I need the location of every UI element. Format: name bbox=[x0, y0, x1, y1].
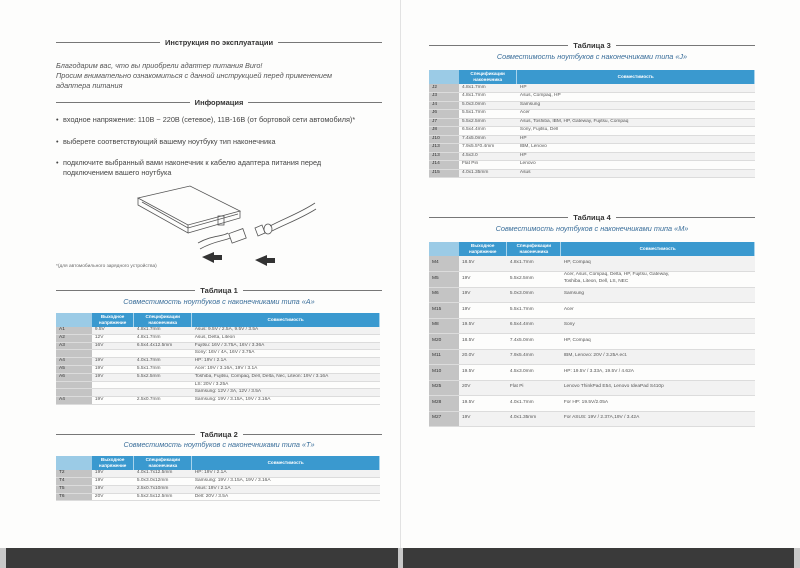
table-row bbox=[56, 478, 380, 486]
title-rule bbox=[429, 217, 568, 218]
tip-code-cell bbox=[56, 350, 92, 358]
table-cell bbox=[134, 350, 192, 358]
insert-arrow-icon bbox=[255, 255, 275, 266]
table-1 bbox=[56, 313, 380, 405]
table-cell: 19V bbox=[92, 358, 134, 366]
table2-body bbox=[56, 470, 380, 501]
title-rule bbox=[248, 102, 382, 103]
footnote: *(для автомобильного зарядного устройства) bbox=[56, 264, 157, 269]
table4-title: Таблица 4 bbox=[429, 213, 755, 222]
table2-title: Таблица 2 bbox=[56, 430, 382, 439]
table-cell: Dell: 20V / 3.5A bbox=[192, 493, 380, 501]
column-header: Спецификации наконечника bbox=[459, 70, 517, 84]
table-row bbox=[429, 287, 755, 303]
tip-code-cell: M20 bbox=[429, 334, 459, 350]
table-cell: 4.5x3.0mm bbox=[507, 365, 561, 381]
table-cell: 5.0x3.0mm bbox=[459, 101, 517, 110]
table-cell: Sony: 16V / 4A, 16V / 3.75A bbox=[192, 350, 380, 358]
table-cell: 2.5x0.7x10mm bbox=[134, 485, 192, 493]
bullet-item: • подключите выбранный вами наконечник к кабелю адаптера питания перед подключением вашего ноутбука bbox=[56, 158, 386, 178]
table-2 bbox=[56, 456, 380, 501]
table-cell: 5.5x2.5x12.5mm bbox=[134, 493, 192, 501]
column-header: Выходное напряжение bbox=[92, 456, 134, 470]
table-cell: Flat Pi bbox=[507, 380, 561, 396]
table-cell: 4.0x1.7x12.5mm bbox=[134, 470, 192, 478]
title-rule bbox=[429, 45, 568, 46]
tip-code-cell: J2 bbox=[429, 84, 459, 93]
table-cell: 19V bbox=[92, 373, 134, 381]
tip-code-cell: M11 bbox=[429, 349, 459, 365]
table-row bbox=[56, 365, 380, 373]
table-row bbox=[56, 485, 380, 493]
column-header: Спецификации наконечника bbox=[134, 313, 192, 327]
table-cell: 7.4x5.0mm bbox=[507, 334, 561, 350]
table-cell: Asus: 9.5V / 2.5A, 9.5V / 3.5A bbox=[192, 327, 380, 334]
tip-code-cell: M6 bbox=[429, 287, 459, 303]
table-row bbox=[429, 118, 755, 127]
table-cell: 7.9x5.4mm bbox=[507, 349, 561, 365]
title-rule bbox=[278, 42, 382, 43]
column-header: Совместимость bbox=[192, 456, 380, 470]
table-row bbox=[56, 389, 380, 397]
table-header-row bbox=[56, 456, 380, 470]
intro-text bbox=[56, 61, 382, 91]
table-cell: Asus, Compaq, HP bbox=[517, 93, 755, 102]
table-cell: Lenovo ThinkPad E54, Lenovo IdeaPad S410p bbox=[561, 380, 755, 396]
column-header: Совместимость bbox=[561, 242, 755, 256]
table-row bbox=[429, 110, 755, 119]
table-row bbox=[429, 396, 755, 412]
table-cell: 19V bbox=[459, 287, 507, 303]
table4-body bbox=[429, 256, 755, 427]
table-cell: 19.5V bbox=[459, 396, 507, 412]
table-cell: 19V bbox=[459, 303, 507, 319]
table-cell: HP, Compaq bbox=[561, 334, 755, 350]
table-header-row bbox=[56, 313, 380, 327]
table-cell: 4.8x1.7mm bbox=[134, 334, 192, 342]
table-row bbox=[429, 93, 755, 102]
tip-code-cell: J13 bbox=[429, 144, 459, 153]
table-cell: 16V bbox=[92, 342, 134, 350]
table-cell: 19.5V bbox=[459, 365, 507, 381]
table-3 bbox=[429, 70, 755, 178]
tip-code-cell: M15 bbox=[429, 303, 459, 319]
table-row bbox=[429, 349, 755, 365]
table-cell: 4.8x1.7mm bbox=[459, 84, 517, 93]
table-cell: 5.0x3.0mm bbox=[507, 287, 561, 303]
tip-code-cell: J13 bbox=[429, 152, 459, 161]
tip-code-cell: J14 bbox=[429, 161, 459, 170]
instruction-section-title: Инструкция по эксплуатации bbox=[56, 38, 382, 47]
intro-line: адаптера питания bbox=[56, 81, 123, 90]
table-cell: 6.5x4.4mm bbox=[459, 127, 517, 136]
tip-code-cell: M27 bbox=[429, 411, 459, 427]
tip-code-cell: J3 bbox=[429, 93, 459, 102]
table-header-row bbox=[429, 70, 755, 84]
table-cell: 12V bbox=[92, 334, 134, 342]
table-cell: Toshiba, Fujitsu, Compaq, Dell, Delta, Nec, Liteon: 19V / 3.16A bbox=[192, 373, 380, 381]
column-header: Совместимость bbox=[192, 313, 380, 327]
tip-code-cell: A4 bbox=[56, 397, 92, 405]
table-cell: 19V bbox=[92, 485, 134, 493]
table-cell: Samsung: 12V / 3A, 12V / 3.5A bbox=[192, 389, 380, 397]
table-cell: 2.5x0.7mm bbox=[134, 397, 192, 405]
cell-line: Toshiba, Liteon, Dell, LS, NEC bbox=[563, 279, 629, 285]
table-header-row bbox=[429, 242, 755, 256]
table-cell: 20V bbox=[459, 380, 507, 396]
table-cell: Asus, Toshiba, IBM, HP, Gateway, Fujitsu, Compaq bbox=[517, 118, 755, 127]
tip-code-cell bbox=[56, 381, 92, 389]
tip-code-cell bbox=[56, 389, 92, 397]
table4-caption: Совместимость ноутбуков с наконечниками типа «M» bbox=[495, 224, 689, 233]
table-cell: For HP: 19.5V/2.05A bbox=[561, 396, 755, 412]
tip-code-cell: A6 bbox=[56, 373, 92, 381]
table1-body bbox=[56, 327, 380, 404]
table-cell: 19V bbox=[92, 365, 134, 373]
table-row bbox=[429, 161, 755, 170]
title-rule bbox=[616, 45, 755, 46]
table-cell: 6.5x4.4x12.5mm bbox=[134, 342, 192, 350]
title-rule bbox=[56, 290, 195, 291]
tip-code-cell: M8 bbox=[429, 318, 459, 334]
table-cell: HP, Compaq bbox=[561, 256, 755, 272]
table3-title: Таблица 3 bbox=[429, 41, 755, 50]
tip-code-cell: A5 bbox=[56, 365, 92, 373]
table-cell: 4.0x1.35mm bbox=[507, 411, 561, 427]
table-row bbox=[429, 380, 755, 396]
table-cell: Sony, Fujitsu, Dell bbox=[517, 127, 755, 136]
table-row bbox=[56, 334, 380, 342]
table3-caption: Совместимость ноутбуков с наконечниками типа «J» bbox=[496, 52, 688, 61]
table-cell bbox=[134, 389, 192, 397]
intro-line: Благодарим вас, что вы приобрели адаптер питания Buro! bbox=[56, 61, 263, 70]
insert-arrow-icon bbox=[202, 252, 222, 263]
table-cell: 18.5V bbox=[459, 334, 507, 350]
tip-code-cell: M5 bbox=[429, 272, 459, 288]
tip-code-cell: T4 bbox=[56, 478, 92, 486]
table-row bbox=[56, 397, 380, 405]
table-row bbox=[429, 84, 755, 93]
tip-code-cell: T6 bbox=[56, 493, 92, 501]
table-row bbox=[429, 318, 755, 334]
table-cell: 4.8x1.7mm bbox=[134, 327, 192, 334]
table-row bbox=[56, 350, 380, 358]
table-cell: LS: 20V / 3.25A bbox=[192, 381, 380, 389]
column-header: Совместимость bbox=[517, 70, 755, 84]
table-row bbox=[56, 470, 380, 478]
table-row bbox=[56, 342, 380, 350]
table-cell: Asus bbox=[517, 169, 755, 178]
column-header: Спецификации наконечника bbox=[134, 456, 192, 470]
table-cell: HP: 19.5V / 3.33A, 19.5V / 4.62A bbox=[561, 365, 755, 381]
table-cell: 19V bbox=[459, 411, 507, 427]
table-cell: 18.5V bbox=[459, 256, 507, 272]
table-row bbox=[429, 334, 755, 350]
table-row bbox=[429, 365, 755, 381]
tip-code-cell: T2 bbox=[56, 470, 92, 478]
column-header: Спецификации наконечника bbox=[507, 242, 561, 256]
title-rule bbox=[616, 217, 755, 218]
table-cell: Samsung: 19V / 3.15A, 19V / 3.16A bbox=[192, 478, 380, 486]
table-cell: Acer bbox=[517, 110, 755, 119]
table-cell: 4.0x1.7mm bbox=[507, 396, 561, 412]
tip-code-cell: A1 bbox=[56, 327, 92, 334]
table-cell: 19V bbox=[92, 397, 134, 405]
tip-code-cell: A3 bbox=[56, 342, 92, 350]
table-cell: Acer: 19V / 3.16A, 19V / 3.1A bbox=[192, 365, 380, 373]
table-cell: Acer bbox=[561, 303, 755, 319]
table-row bbox=[429, 101, 755, 110]
table-row bbox=[429, 256, 755, 272]
table-row bbox=[429, 127, 755, 136]
table-cell: IBM, Lenovo: 20V / 3.25A ect. bbox=[561, 349, 755, 365]
table-cell bbox=[92, 389, 134, 397]
table-cell: 5.5x1.7mm bbox=[459, 110, 517, 119]
table-cell: HP bbox=[517, 152, 755, 161]
column-header: Выходное напряжение bbox=[92, 313, 134, 327]
table-cell: 5.5x1.7mm bbox=[134, 365, 192, 373]
tip-code-cell: M25 bbox=[429, 380, 459, 396]
table-cell: 4.0x1.35mm bbox=[459, 169, 517, 178]
table-cell: 19.5V bbox=[459, 318, 507, 334]
table-cell: 20.0V bbox=[459, 349, 507, 365]
table-row bbox=[56, 327, 380, 334]
table-cell: Sony bbox=[561, 318, 755, 334]
table-cell: 5.5x2.5mm bbox=[459, 118, 517, 127]
title-rule bbox=[56, 102, 190, 103]
table-cell: 5.5x2.5mm bbox=[134, 373, 192, 381]
column-header: Выходное напряжение bbox=[459, 242, 507, 256]
table-cell: HP bbox=[517, 135, 755, 144]
table-cell: Asus: 19V / 2.1A bbox=[192, 485, 380, 493]
tip-code-cell: T5 bbox=[56, 485, 92, 493]
table-cell: 4.5x3.0 bbox=[459, 152, 517, 161]
tip-code-cell: J8 bbox=[429, 127, 459, 136]
table-cell: IBM, Lenovo bbox=[517, 144, 755, 153]
table3-body bbox=[429, 84, 755, 178]
table-row bbox=[429, 152, 755, 161]
tip-code-cell: J7 bbox=[429, 118, 459, 127]
bullet-item: • выберете соответствующий вашему ноутбуку тип наконечника bbox=[56, 137, 386, 147]
table-row bbox=[429, 303, 755, 319]
tip-code-cell: J4 bbox=[429, 101, 459, 110]
table-cell: 7.9x5.5*0.4mm bbox=[459, 144, 517, 153]
info-section-title: Информация bbox=[56, 98, 382, 107]
table-cell: 6.5x4.4mm bbox=[507, 318, 561, 334]
table-row bbox=[56, 493, 380, 501]
table2-caption: Совместимость ноутбуков с наконечниками типа «T» bbox=[123, 440, 315, 449]
cell-line: Acer, Asus, Compaq, Delta, HP, Fujitsu, Gateway, bbox=[563, 272, 670, 278]
table-cell bbox=[561, 272, 755, 288]
table-4 bbox=[429, 242, 755, 427]
table-cell: 4.8x1.7mm bbox=[459, 93, 517, 102]
table-cell: Flat Pin bbox=[459, 161, 517, 170]
table-cell: For ASUS: 19V / 2.37A,19V / 3.42A bbox=[561, 411, 755, 427]
tip-code-cell: J6 bbox=[429, 110, 459, 119]
table-cell: 7.4x5.0mm bbox=[459, 135, 517, 144]
table-cell: 9.5V bbox=[92, 327, 134, 334]
table-row bbox=[429, 169, 755, 178]
title-rule bbox=[56, 434, 195, 435]
table-cell: 5.0x3.0x12mm bbox=[134, 478, 192, 486]
table-row bbox=[429, 135, 755, 144]
adapter-connection-illustration bbox=[130, 183, 320, 273]
table-cell: 4.8x1.7mm bbox=[507, 256, 561, 272]
table-cell: Fujitsu: 16V / 3.75A, 16V / 3.36A bbox=[192, 342, 380, 350]
table-row bbox=[429, 144, 755, 153]
tip-code-cell: M10 bbox=[429, 365, 459, 381]
table-cell: Samsung: 19V / 3.15A, 19V / 3.16A bbox=[192, 397, 380, 405]
table-cell: Samsung bbox=[517, 101, 755, 110]
table-row bbox=[56, 381, 380, 389]
table-row bbox=[429, 411, 755, 427]
tip-code-cell: M28 bbox=[429, 396, 459, 412]
table-cell: 19V bbox=[92, 478, 134, 486]
intro-line: Просим внимательно ознакомиться с данной инструкцией перед применением bbox=[56, 71, 332, 80]
table1-caption: Совместимость ноутбуков с наконечниками типа «A» bbox=[123, 297, 315, 306]
title-rule bbox=[243, 290, 382, 291]
table-cell: HP: 19V / 2.1A bbox=[192, 470, 380, 478]
table-cell: HP: 19V / 2.1A bbox=[192, 358, 380, 366]
table-cell: 19V bbox=[92, 470, 134, 478]
table-cell bbox=[92, 381, 134, 389]
tip-code-cell: A4 bbox=[56, 358, 92, 366]
table-cell bbox=[92, 350, 134, 358]
table-cell: 5.5x1.7mm bbox=[507, 303, 561, 319]
table-cell: Lenovo bbox=[517, 161, 755, 170]
table-cell: 5.5x2.5mm bbox=[507, 272, 561, 288]
page-bottom-band bbox=[0, 548, 800, 568]
table1-title: Таблица 1 bbox=[56, 286, 382, 295]
table-cell: Asus, Delta, Liteon bbox=[192, 334, 380, 342]
right-page bbox=[401, 0, 800, 568]
tip-code-cell: J15 bbox=[429, 169, 459, 178]
table-row bbox=[429, 272, 755, 288]
table-cell: 20V bbox=[92, 493, 134, 501]
title-rule bbox=[243, 434, 382, 435]
tip-code-cell: J10 bbox=[429, 135, 459, 144]
tip-code-cell: A2 bbox=[56, 334, 92, 342]
title-rule bbox=[56, 42, 160, 43]
table-cell: HP bbox=[517, 84, 755, 93]
table-cell: 19V bbox=[459, 272, 507, 288]
table-row bbox=[56, 373, 380, 381]
table-cell bbox=[134, 381, 192, 389]
table-cell: Samsung bbox=[561, 287, 755, 303]
table-cell: 4.0x1.7mm bbox=[134, 358, 192, 366]
bullet-item: • входное напряжение: 110В ~ 220В (сетевое), 11В-16В (от бортовой сети автомобиля)* bbox=[56, 115, 386, 125]
tip-code-cell: M4 bbox=[429, 256, 459, 272]
table-row bbox=[56, 358, 380, 366]
